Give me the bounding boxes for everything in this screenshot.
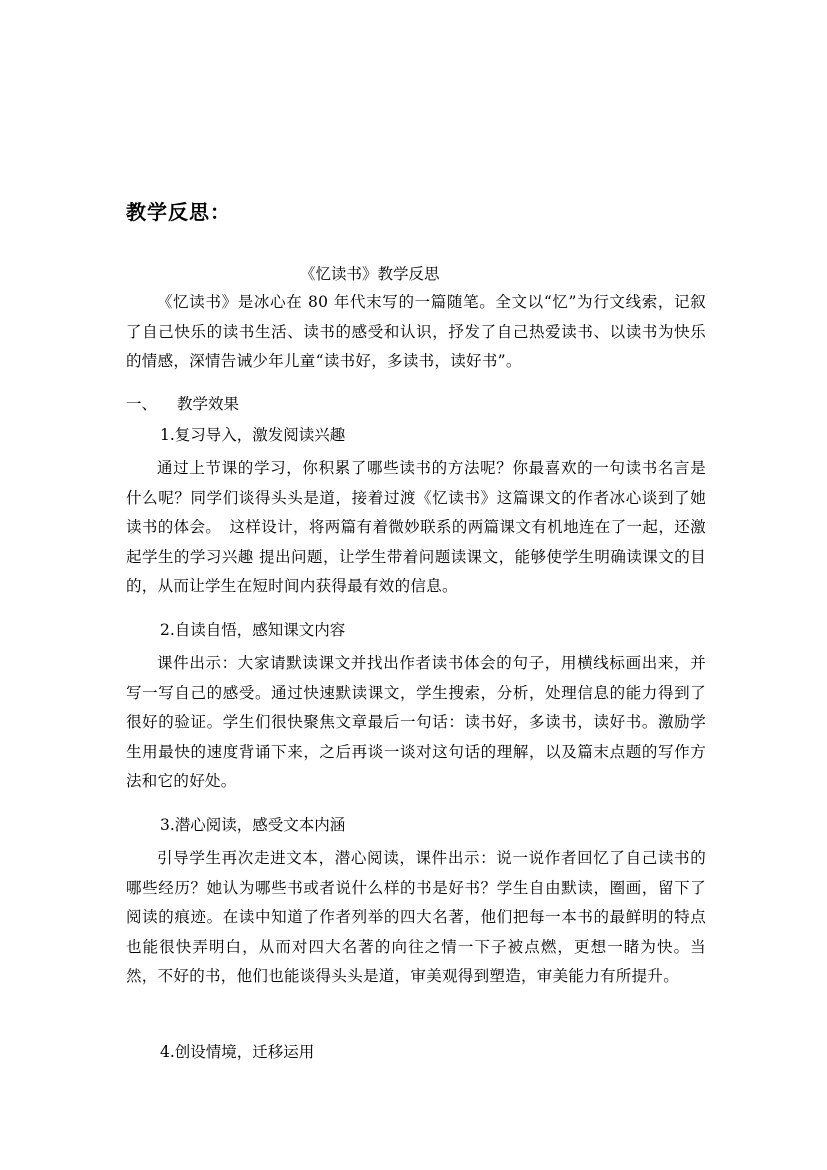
item-3-title: 3.潜心阅读，感受文本内涵 [160, 816, 346, 834]
section-1-heading [126, 390, 239, 420]
section-title: 教学效果 [177, 395, 240, 413]
item-2-title: 2.自读自悟，感知课文内容 [160, 621, 346, 639]
section-number: 一、 [126, 395, 158, 413]
section-heading: 教学反思： [126, 200, 231, 224]
item-1-title: 1.复习导入，激发阅读兴趣 [160, 426, 346, 444]
item-1-body: 通过上节课的学习，你积累了哪些读书的方法呢？你最喜欢的一句读书名言是什么呢？同学们谈得头头是道，接着过渡《忆读书》这篇课文的作者冰心谈到了她读书的体会。 这样设计，将两篇有着微妙联系的两篇课文有机地连在了一起，还激起学生的学习兴趣 提出问题，让学生带着问题读课文，能够使学生明确读课文的目的，从而让学生在短时间内获得最有效的信息。 [126, 459, 706, 595]
item-3-body: 引导学生再次走进文本，潜心阅读，课件出示：说一说作者回忆了自己读书的哪些经历？她认为哪些书或者说什么样的书是好书？学生自由默读，圈画，留下了阅读的痕迹。在读中知道了作者列举的四大名著，他们把每一本书的最鲜明的特点也能很快弄明白，从而对四大名著的向往之情一下子被点燃，更想一睹为快。当然，不好的书，他们也能谈得头头是道，审美观得到塑造，审美能力有所提升。 [126, 849, 706, 985]
document-title: 《忆读书》教学反思 [300, 265, 440, 283]
item-4-title: 4.创设情境，迁移运用 [160, 1043, 315, 1061]
item-2-body: 课件出示：大家请默读课文并找出作者读书体会的句子，用横线标画出来，并写一写自己的感受。通过快速默读课文，学生搜索，分析，处理信息的能力得到了很好的验证。学生们很快聚焦文章最后一句话：读书好，多读书，读好书。激励学生用最快的速度背诵下来，之后再谈一谈对这句话的理解，以及篇末点题的写作方法和它的好处。 [126, 654, 706, 790]
intro-paragraph: 《忆读书》是冰心在 80 年代末写的一篇随笔。全文以“忆”为行文线索，记叙了自己快乐的读书生活、读书的感受和认识，抒发了自己热爱读书、以读书为快乐的情感，深情告诫少年儿童“读书好，多读书，读好书”。 [126, 293, 706, 370]
